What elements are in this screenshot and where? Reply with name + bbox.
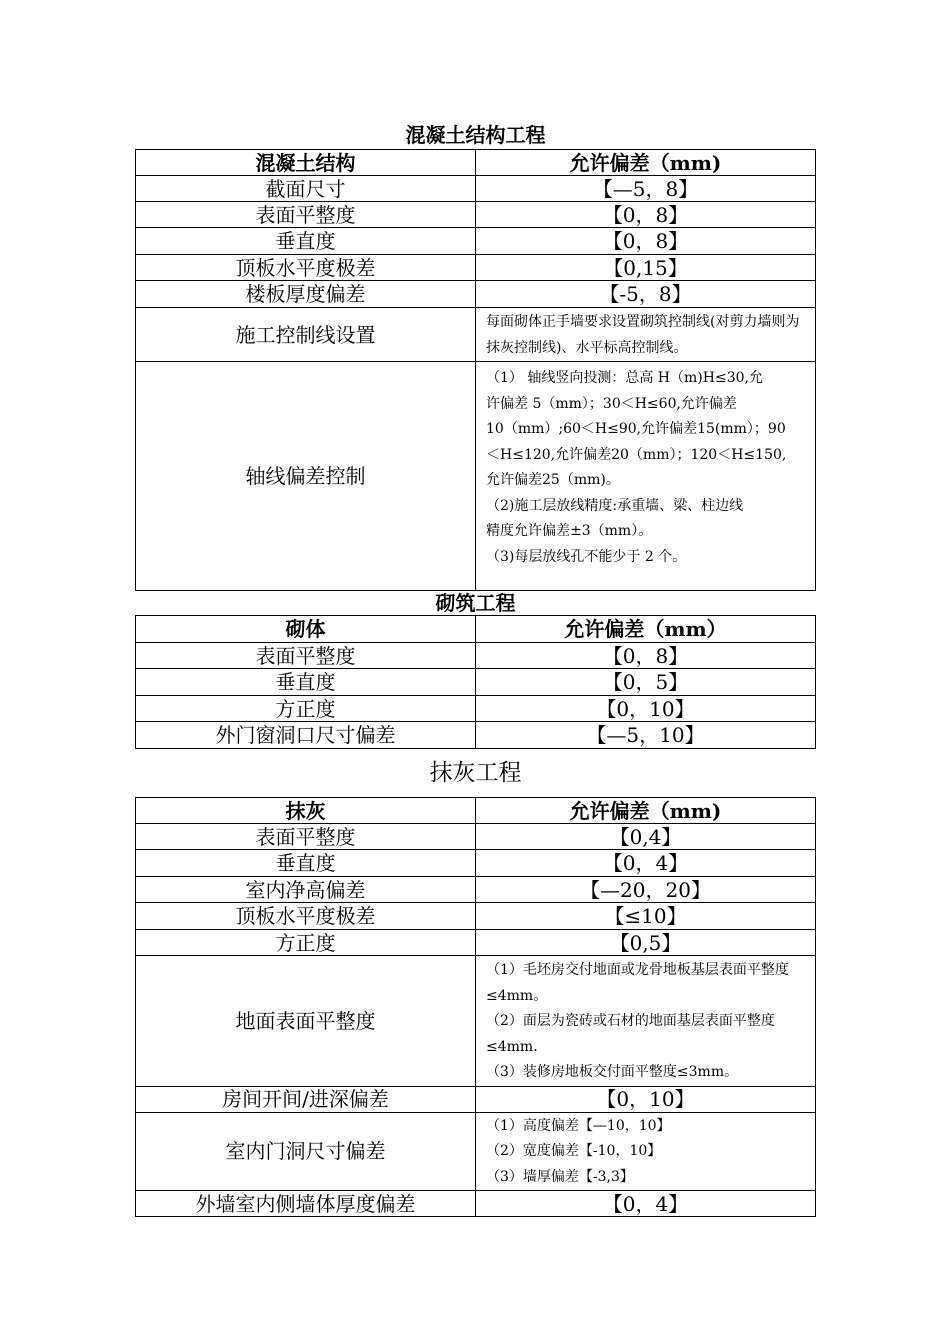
- value-cell: 【0,15】: [476, 255, 816, 281]
- value-cell: 【0,5】: [476, 930, 816, 956]
- value-cell: 【—5，10】: [476, 722, 816, 749]
- item-cell: 房间开间/进深偏差: [136, 1086, 476, 1112]
- item-cell: 室内净高偏差: [136, 877, 476, 903]
- plaster-table: [135, 797, 816, 1217]
- value-cell: 【0，8】: [476, 228, 816, 255]
- table-row: [136, 956, 816, 1087]
- table-row: [136, 228, 816, 255]
- item-cell: 垂直度: [136, 228, 476, 255]
- table-row: [136, 877, 816, 903]
- item-cell: 方正度: [136, 930, 476, 956]
- value-cell: 【0，4】: [476, 1191, 816, 1217]
- value-cell: 【0,4】: [476, 824, 816, 850]
- concrete-title: 混凝土结构工程: [405, 123, 546, 147]
- table-row: [136, 176, 816, 202]
- masonry-table: [135, 615, 816, 749]
- table-row: [136, 281, 816, 308]
- value-cell: 【0，5】: [476, 669, 816, 696]
- table-row: [136, 1086, 816, 1112]
- note-cell: [476, 1112, 816, 1191]
- item-cell: 室内门洞尺寸偏差: [136, 1112, 476, 1191]
- note-text: 每面砌体正手墙要求设置砌筑控制线(对剪力墙则为抹灰控制线)、水平标高控制线。: [486, 314, 800, 356]
- item-cell: 施工控制线设置: [136, 308, 476, 362]
- note-cell: [476, 308, 816, 362]
- value-cell: 【0，8】: [476, 643, 816, 669]
- item-cell: 垂直度: [136, 850, 476, 877]
- column-header: 混凝土结构: [136, 150, 476, 176]
- table-row: [136, 850, 816, 877]
- item-cell: 方正度: [136, 696, 476, 722]
- item-cell: 轴线偏差控制: [136, 362, 476, 591]
- item-cell: 表面平整度: [136, 824, 476, 850]
- item-cell: 表面平整度: [136, 643, 476, 669]
- table-row: [136, 255, 816, 281]
- table-row: [136, 1191, 816, 1217]
- note-text: （1）高度偏差【—10，10】: [486, 1117, 671, 1134]
- table-row: [136, 824, 816, 850]
- value-cell: 【0，4】: [476, 850, 816, 877]
- note-text: （1） 轴线竖向投测：总高 H（m)H≤30,允 许偏差 5（mm）；30＜H≤60,允许偏差 10（mm）;60＜H≤90,允许偏差15(mm）；90 ＜H≤120,允许偏差20（mm）；120＜H≤150, 允许偏差25（mm)。: [486, 370, 787, 488]
- table-row: [136, 669, 816, 696]
- note-text: （1）毛坯房交付地面或龙骨地板基层表面平整度≤4mm。: [486, 962, 789, 1004]
- concrete-table: [135, 149, 816, 591]
- item-cell: 表面平整度: [136, 202, 476, 228]
- value-cell: 【—5，8】: [476, 176, 816, 202]
- value-cell: 【—20，20】: [476, 877, 816, 903]
- note-text: （2）面层为瓷砖或石材的地面基层表面平整度≤4mm.: [486, 1013, 775, 1055]
- item-cell: 垂直度: [136, 669, 476, 696]
- table-row: [136, 930, 816, 956]
- table-row: [136, 643, 816, 669]
- value-cell: 【≤10】: [476, 903, 816, 930]
- note-cell: [476, 362, 816, 591]
- item-cell: 地面表面平整度: [136, 956, 476, 1087]
- table-header-row: [136, 616, 816, 643]
- table-row: [136, 1112, 816, 1191]
- value-cell: 【0，8】: [476, 202, 816, 228]
- item-cell: 顶板水平度极差: [136, 903, 476, 930]
- plaster-title: 抹灰工程: [429, 760, 522, 786]
- column-header: 砌体: [136, 616, 476, 643]
- column-header: 允许偏差（mm）: [476, 616, 816, 643]
- item-cell: 截面尺寸: [136, 176, 476, 202]
- column-header: 允许偏差（mm): [476, 798, 816, 824]
- value-cell: 【-5，8】: [476, 281, 816, 308]
- table-header-row: [136, 798, 816, 824]
- note-text: （3）装修房地板交付面平整度≤3mm。: [486, 1064, 739, 1080]
- note-text: （2）宽度偏差【-10，10】: [486, 1143, 662, 1159]
- note-cell: [476, 956, 816, 1087]
- value-cell: 【0，10】: [476, 1086, 816, 1112]
- masonry-title: 砌筑工程: [435, 591, 516, 615]
- table-row: [136, 362, 816, 591]
- note-text: （3）墙厚偏差【-3,3】: [486, 1168, 634, 1185]
- value-cell: 【0，10】: [476, 696, 816, 722]
- table-row: [136, 903, 816, 930]
- item-cell: 楼板厚度偏差: [136, 281, 476, 308]
- note-text: （3)每层放线孔不能少于 2 个。: [486, 548, 687, 565]
- note-text: （2)施工层放线精度:承重墙、梁、柱边线 精度允许偏差±3（mm）。: [486, 497, 744, 539]
- column-header: 允许偏差（mm): [476, 150, 816, 176]
- column-header: 抹灰: [136, 798, 476, 824]
- table-row: [136, 202, 816, 228]
- item-cell: 外门窗洞口尺寸偏差: [136, 722, 476, 749]
- table-row: [136, 722, 816, 749]
- item-cell: 顶板水平度极差: [136, 255, 476, 281]
- table-row: [136, 308, 816, 362]
- table-row: [136, 696, 816, 722]
- item-cell: 外墙室内侧墙体厚度偏差: [136, 1191, 476, 1217]
- table-header-row: [136, 150, 816, 176]
